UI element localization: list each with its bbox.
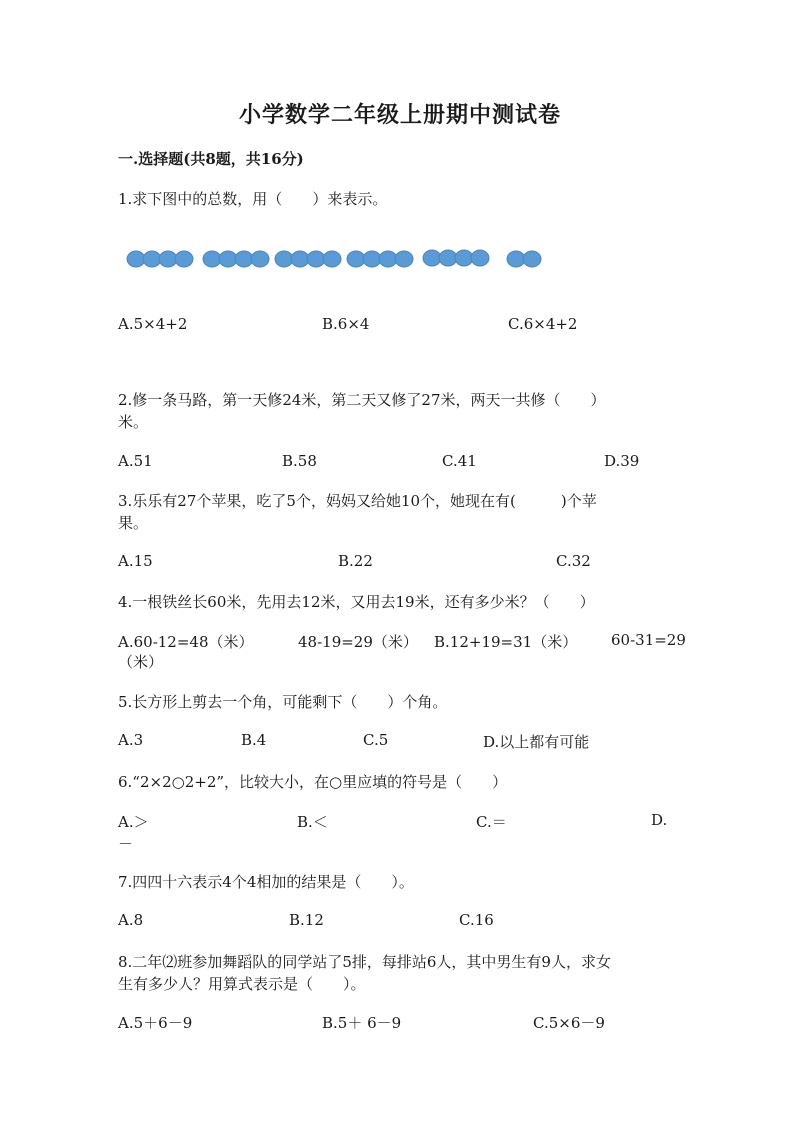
- q5-option-a: A.3: [118, 731, 144, 749]
- q4-option-a-step2: 48-19=29（米）: [298, 633, 418, 651]
- dot: [363, 251, 381, 267]
- page-title: 小学数学二年级上册期中测试卷: [238, 102, 561, 128]
- dot-group: [275, 251, 341, 267]
- q6-option-d-value: －: [118, 835, 134, 853]
- q8-option-b: B.5＋ 6－9: [322, 1014, 402, 1032]
- question-8-line2: 生有多少人？用算式表示是（ ）。: [118, 975, 366, 993]
- q4-option-b-step2: 60-31=29: [611, 631, 686, 649]
- dot-group: [347, 251, 413, 267]
- q3-option-b: B.22: [338, 552, 373, 570]
- dot: [455, 250, 473, 266]
- dot-group: [423, 250, 489, 266]
- q5-option-b: B.4: [241, 731, 267, 749]
- q6-option-d: D.: [651, 811, 668, 829]
- q7-option-b: B.12: [289, 911, 324, 929]
- dot: [159, 251, 177, 267]
- q2-option-a: A.51: [118, 452, 153, 470]
- dot: [507, 251, 525, 267]
- question-6-text: 6.“2×2○2+2”，比较大小，在○里应填的符号是（ ）: [118, 773, 508, 791]
- dot-group: [507, 251, 541, 267]
- q6-option-a: A.＞: [118, 813, 149, 831]
- dot-groups-figure: [118, 245, 678, 275]
- question-2-line1: 2.修一条马路，第一天修24米，第二天又修了27米，两天一共修（ ）: [118, 391, 606, 409]
- question-5-text: 5.长方形上剪去一个角，可能剩下（ ）个角。: [118, 693, 448, 711]
- q8-option-c: C.5×6－9: [533, 1014, 605, 1032]
- dot: [307, 251, 325, 267]
- dot: [203, 251, 221, 267]
- q2-option-b: B.58: [282, 452, 317, 470]
- question-1-text: 1.求下图中的总数，用（ ）来表示。: [118, 190, 388, 208]
- dot: [175, 251, 193, 267]
- dot: [379, 251, 397, 267]
- dot: [235, 251, 253, 267]
- dot: [395, 251, 413, 267]
- dot-group: [203, 251, 269, 267]
- dot: [423, 250, 441, 266]
- q4-option-a: A.60-12=48（米）: [118, 633, 254, 651]
- dot: [127, 251, 145, 267]
- question-3-line1: 3.乐乐有27个苹果，吃了5个，妈妈又给她10个，她现在有( )个苹: [118, 492, 597, 510]
- dot: [347, 251, 365, 267]
- q3-option-a: A.15: [118, 552, 153, 570]
- question-4-text: 4.一根铁丝长60米，先用去12米，又用去19米，还有多少米？（ ）: [118, 593, 595, 611]
- dot: [323, 251, 341, 267]
- dot: [143, 251, 161, 267]
- dot: [291, 251, 309, 267]
- dot: [523, 251, 541, 267]
- q2-option-c: C.41: [442, 452, 477, 470]
- question-3-line2: 果。: [118, 514, 149, 532]
- q7-option-c: C.16: [459, 911, 494, 929]
- dot: [439, 250, 457, 266]
- q3-option-c: C.32: [556, 552, 591, 570]
- dot: [251, 251, 269, 267]
- question-8-line1: 8.二年⑵班参加舞蹈队的同学站了5排，每排站6人，其中男生有9人，求女: [118, 953, 611, 971]
- q6-option-c: C.＝: [476, 813, 507, 831]
- question-7-text: 7.四四十六表示4个4相加的结果是（ ）。: [118, 873, 414, 891]
- q1-option-a: A.5×4+2: [118, 315, 188, 333]
- q1-option-b: B.6×4: [322, 315, 370, 333]
- dot: [275, 251, 293, 267]
- section-heading: 一.选择题(共8题，共16分): [118, 150, 304, 168]
- q1-option-c: C.6×4+2: [508, 315, 578, 333]
- q2-option-d: D.39: [604, 452, 640, 470]
- dot: [219, 251, 237, 267]
- q5-option-c: C.5: [363, 731, 389, 749]
- q6-option-b: B.＜: [297, 813, 328, 831]
- q5-option-d: D.以上都有可能: [483, 733, 590, 751]
- q7-option-a: A.8: [118, 911, 144, 929]
- q4-option-wrap: （米）: [118, 653, 164, 671]
- q4-option-b: B.12+19=31（米）: [434, 633, 578, 651]
- q8-option-a: A.5＋6－9: [118, 1014, 193, 1032]
- dot-group: [127, 251, 193, 267]
- question-2-line2: 米。: [118, 413, 149, 431]
- dot: [471, 250, 489, 266]
